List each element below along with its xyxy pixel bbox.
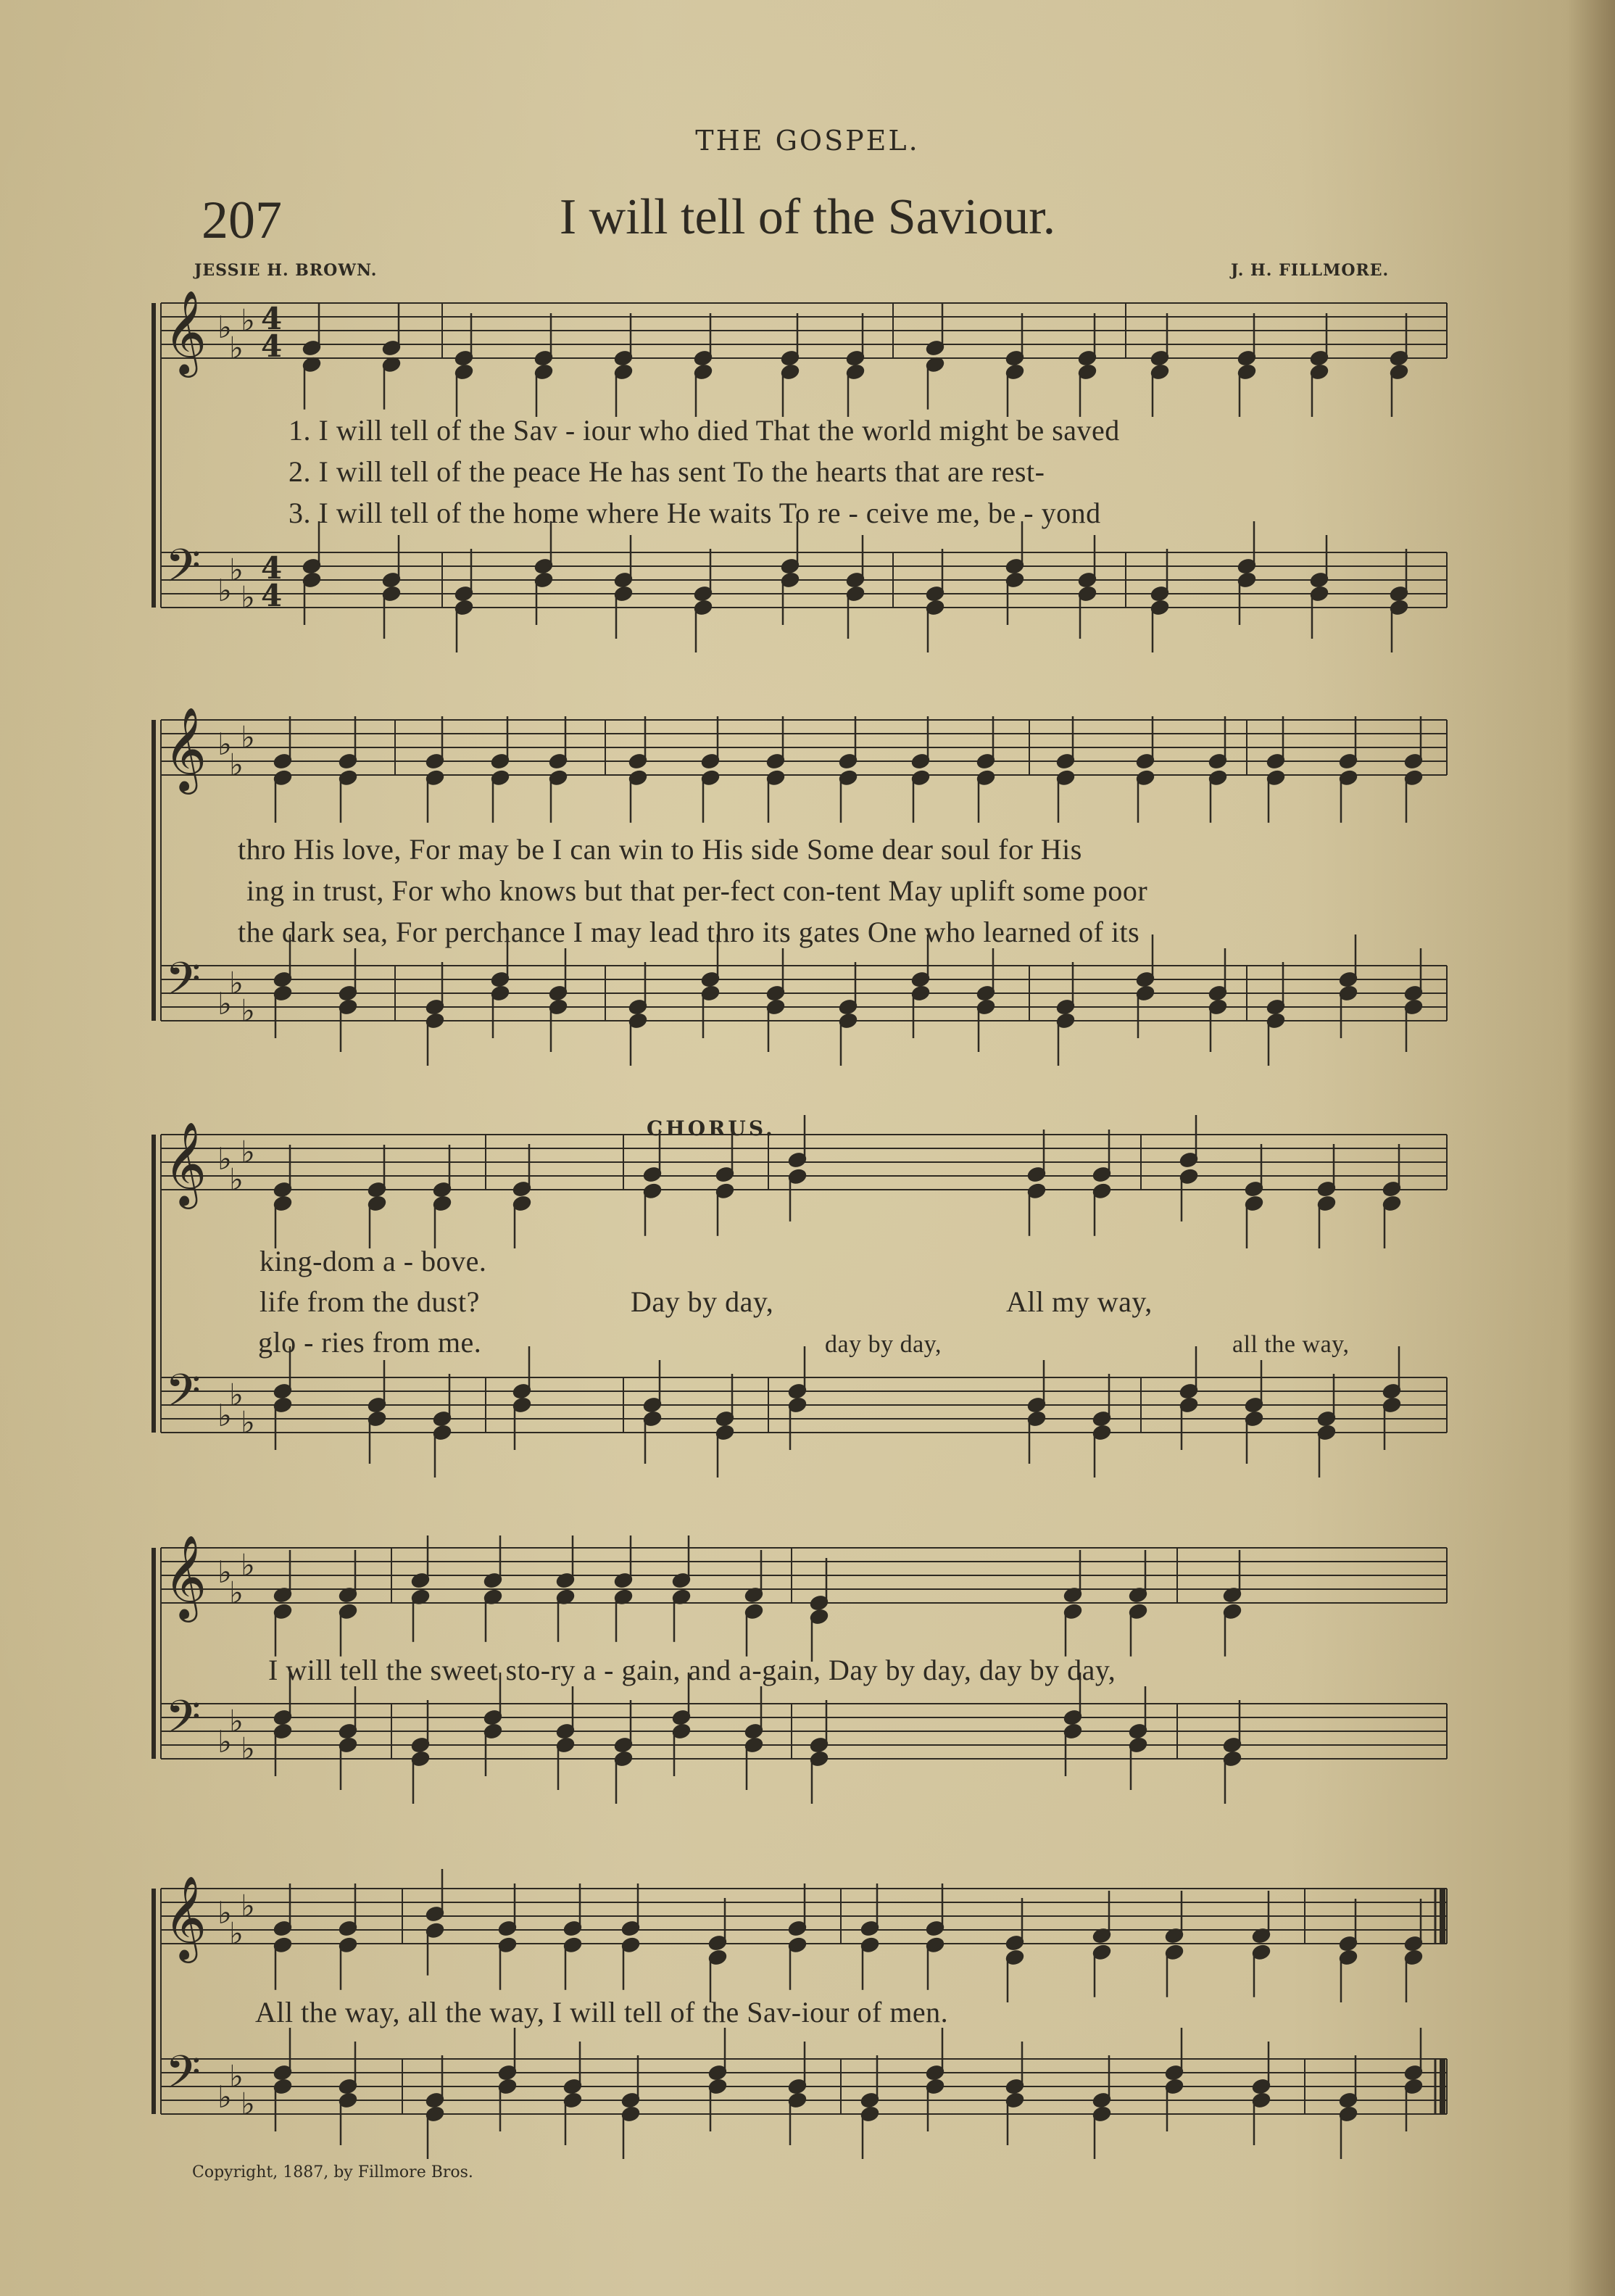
copyright-notice: Copyright, 1887, by Fillmore Bros. — [192, 2163, 473, 2181]
flat-sign-icon: ♭ — [241, 1731, 255, 1767]
flat-sign-icon: ♭ — [241, 1134, 255, 1170]
flat-sign-icon: ♭ — [229, 1703, 244, 1739]
treble-clef-icon: 𝄞 — [164, 1875, 207, 1960]
flat-sign-icon: ♭ — [229, 965, 244, 1001]
flat-sign-icon: ♭ — [241, 1404, 255, 1441]
lyric-s3-verse2a: life from the dust? — [260, 1285, 480, 1318]
lyric-s1-verse2: 2. I will tell of the peace He has sent To the hearts that are rest- — [288, 455, 1045, 488]
flat-sign-icon: ♭ — [217, 2079, 232, 2115]
flat-sign-icon: ♭ — [217, 726, 232, 762]
bass-clef-icon: 𝄢 — [165, 539, 201, 603]
hymn-title: I will tell of the Saviour. — [559, 189, 1056, 245]
flat-sign-icon: ♭ — [217, 573, 232, 608]
lyric-s4: I will tell the sweet sto-ry a - gain, and a-gain, Day by day, day by day, — [268, 1654, 1116, 1686]
lyric-s1-verse1: 1. I will tell of the Sav - iour who died That the world might be saved — [288, 414, 1120, 447]
flat-sign-icon: ♭ — [217, 1895, 232, 1931]
lyric-s3-bass-echo1: day by day, — [825, 1331, 942, 1358]
flat-sign-icon: ♭ — [217, 1398, 232, 1433]
flat-sign-icon: ♭ — [229, 1377, 244, 1413]
lyric-s1-verse3: 3. I will tell of the home where He waits To re - ceive me, be - yond — [288, 497, 1101, 529]
time-signature-digit: 4 — [261, 328, 283, 364]
treble-clef-icon: 𝄞 — [164, 289, 207, 374]
flat-sign-icon: ♭ — [229, 1915, 244, 1952]
flat-sign-icon: ♭ — [241, 579, 255, 616]
flat-sign-icon: ♭ — [217, 1554, 232, 1590]
hymn-number: 207 — [202, 191, 282, 250]
flat-sign-icon: ♭ — [241, 1888, 255, 1924]
flat-sign-icon: ♭ — [241, 992, 255, 1029]
time-signature-digit: 4 — [261, 301, 283, 336]
flat-sign-icon: ♭ — [241, 719, 255, 755]
lyric-s2-verse3: the dark sea, For perchance I may lead thro its gates One who learned of its — [238, 916, 1140, 948]
lyric-s5: All the way, all the way, I will tell of the Sav-iour of men. — [255, 1996, 949, 2028]
bass-clef-icon: 𝄢 — [165, 952, 201, 1016]
lyric-s2-verse1: thro His love, For may be I can win to His side Some dear soul for His — [238, 833, 1082, 866]
flat-sign-icon: ♭ — [241, 302, 255, 339]
lyric-s3-bass-echo2: all the way, — [1232, 1331, 1350, 1358]
treble-clef-icon: 𝄞 — [164, 1534, 207, 1619]
bass-clef-icon: 𝄢 — [165, 2045, 201, 2110]
flat-sign-icon: ♭ — [217, 986, 232, 1021]
flat-sign-icon: ♭ — [229, 330, 244, 366]
lyric-s2-verse2: ing in trust, For who knows but that per-fect con-tent May uplift some poor — [246, 874, 1148, 907]
flat-sign-icon: ♭ — [229, 1161, 244, 1198]
time-signature-digit: 4 — [261, 578, 283, 613]
flat-sign-icon: ♭ — [229, 1575, 244, 1611]
bass-clef-icon: 𝄢 — [165, 1690, 201, 1754]
flat-sign-icon: ♭ — [229, 2058, 244, 2094]
time-signature-digit: 4 — [261, 550, 283, 586]
flat-sign-icon: ♭ — [241, 2086, 255, 2122]
section-header: THE GOSPEL. — [695, 125, 920, 157]
flat-sign-icon: ♭ — [229, 552, 244, 588]
lyric-s3-verse3a: glo - ries from me. — [258, 1326, 482, 1359]
flat-sign-icon: ♭ — [229, 747, 244, 783]
treble-clef-icon: 𝄞 — [164, 706, 207, 791]
lyric-s3-verse2c: All my way, — [1006, 1285, 1153, 1318]
lyricist-credit: JESSIE H. BROWN. — [194, 261, 378, 280]
bass-clef-icon: 𝄢 — [165, 1364, 201, 1428]
lyric-s3-verse2b: Day by day, — [631, 1285, 774, 1318]
treble-clef-icon: 𝄞 — [164, 1121, 207, 1206]
flat-sign-icon: ♭ — [217, 1724, 232, 1760]
flat-sign-icon: ♭ — [217, 1141, 232, 1177]
flat-sign-icon: ♭ — [217, 310, 232, 345]
composer-credit: J. H. FILLMORE. — [1231, 261, 1390, 280]
lyric-s3-verse1: king-dom a - bove. — [260, 1245, 487, 1277]
chorus-label: CHORUS. — [647, 1116, 776, 1140]
flat-sign-icon: ♭ — [241, 1547, 255, 1583]
